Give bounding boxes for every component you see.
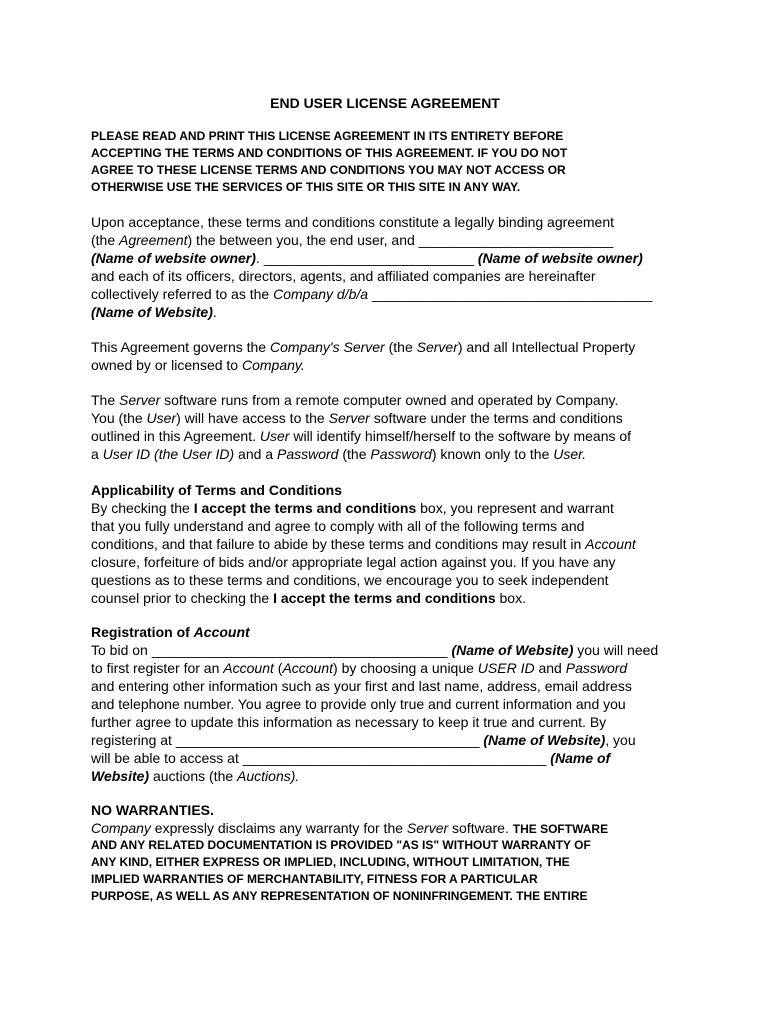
term-company: Company d/b/a	[273, 286, 369, 302]
placeholder-owner: (Name of website owner)	[473, 250, 643, 266]
term: User	[146, 410, 177, 426]
text-line	[91, 749, 691, 767]
term: Auctions).	[237, 768, 300, 784]
text-line	[91, 589, 691, 607]
term: User ID	[102, 446, 151, 462]
text-line	[91, 356, 691, 374]
text: you will need	[573, 642, 659, 658]
term: User.	[553, 446, 587, 462]
text-line	[91, 445, 691, 463]
term: Account	[282, 660, 334, 676]
text-line: questions as to these terms and conditions, we encourage you to seek independent	[91, 572, 609, 588]
text-line	[91, 303, 691, 321]
checkbox-label-ref: I accept the terms and conditions	[273, 590, 496, 606]
term: Server	[416, 339, 458, 355]
warranties-section	[91, 801, 691, 837]
text: (	[273, 660, 283, 676]
term: Account	[223, 660, 274, 676]
term: Account	[193, 624, 250, 640]
fill-in-blank: _______________________________________	[175, 732, 480, 748]
text: software under the terms and conditions	[369, 410, 623, 426]
text: This Agreement governs the	[91, 339, 270, 355]
text: ) will have access to the	[176, 410, 329, 426]
warranty-caps-paragraph	[91, 837, 691, 905]
text-line: closure, forfeiture of bids and/or appropriate legal action against you. If you have any	[91, 554, 616, 570]
caps-line: PURPOSE, AS WELL AS ANY REPRESENTATION OF NONINFRINGEMENT. THE ENTIRE	[91, 889, 588, 903]
text: outlined in this Agreement.	[91, 428, 260, 444]
fill-in-blank: _________________________	[418, 232, 614, 248]
fill-in-blank: ___________________________	[263, 250, 474, 266]
text: conditions, and that failure to abide by these terms and conditions may result in	[91, 536, 586, 552]
text: The	[91, 392, 120, 408]
placeholder-website: (Name of Website)	[447, 642, 574, 658]
text-line: that you fully understand and agree to comply with all of the following terms and	[91, 518, 585, 534]
text: a	[91, 446, 103, 462]
text-line: and entering other information such as your first and last name, address, email address	[91, 678, 632, 694]
text: to first register for an	[91, 660, 224, 676]
term-agreement: Agreement	[119, 232, 188, 248]
fill-in-blank: _______________________________________	[242, 750, 547, 766]
term: Password	[370, 446, 432, 462]
placeholder-website: (Name of	[546, 750, 611, 766]
warning-line: PLEASE READ AND PRINT THIS LICENSE AGREEMENT IN ITS ENTIRETY BEFORE	[91, 129, 564, 143]
text: ) the between you, the end user, and	[187, 232, 419, 248]
applicability-section	[91, 481, 691, 607]
text: and a	[234, 446, 277, 462]
registration-section	[91, 623, 691, 785]
term: Company	[91, 820, 151, 836]
text-line	[91, 535, 691, 553]
warning-paragraph	[91, 128, 691, 196]
warning-line: ACCEPTING THE TERMS AND CONDITIONS OF THIS AGREEMENT. IF YOU DO NOT	[91, 146, 568, 160]
text: Registration of	[91, 624, 194, 640]
text: (the	[150, 446, 183, 462]
text: will be able to access at	[91, 750, 243, 766]
caps-text: THE SOFTWARE	[512, 822, 609, 836]
text-line: further agree to update this information as necessary to keep it true and current. By	[91, 714, 607, 730]
term: User ID)	[182, 446, 235, 462]
warning-line: AGREE TO THESE LICENSE TERMS AND CONDITIONS YOU MAY NOT ACCESS OR	[91, 163, 566, 177]
text: software.	[448, 820, 513, 836]
term: Password	[565, 660, 628, 676]
placeholder-website: Website)	[91, 768, 150, 784]
text: Upon acceptance, these terms and conditions constitute a legally binding agreement	[91, 214, 614, 230]
caps-line: AND ANY RELATED DOCUMENTATION IS PROVIDED "AS IS" WITHOUT WARRANTY OF	[91, 838, 591, 852]
text: owned by or licensed to	[91, 357, 242, 373]
text: (the	[338, 446, 371, 462]
term: USER ID	[477, 660, 535, 676]
text-line	[91, 213, 691, 231]
warning-line: OTHERWISE USE THE SERVICES OF THIS SITE OR THIS SITE IN ANY WAY.	[91, 180, 521, 194]
text: To bid on	[91, 642, 152, 658]
text-line	[91, 249, 691, 267]
text: You (the	[91, 410, 147, 426]
text: box, you represent and warrant	[416, 500, 614, 516]
section-heading: NO WARRANTIES.	[91, 802, 214, 818]
text: .	[212, 304, 217, 320]
caps-line: IMPLIED WARRANTIES OF MERCHANTABILITY, FITNESS FOR A PARTICULAR	[91, 872, 538, 886]
term: Server	[119, 392, 161, 408]
term: Company.	[241, 357, 305, 373]
text-line	[91, 767, 691, 785]
fill-in-blank: ____________________________________	[368, 286, 653, 302]
term: Server	[328, 410, 370, 426]
text-line	[91, 819, 691, 837]
term: Password	[277, 446, 339, 462]
text: (the	[384, 339, 417, 355]
section-heading	[91, 623, 691, 641]
text: ) known only to the	[431, 446, 554, 462]
user-paragraph	[91, 391, 691, 463]
text-line	[91, 409, 691, 427]
text: software runs from a remote computer owned and operated by Company.	[160, 392, 619, 408]
caps-line: ANY KIND, EITHER EXPRESS OR IMPLIED, INCLUDING, WITHOUT LIMITATION, THE	[91, 855, 570, 869]
text: ) by choosing a unique	[333, 660, 478, 676]
text-line	[91, 659, 691, 677]
term: Company's Server	[270, 339, 385, 355]
text-line	[91, 427, 691, 445]
server-paragraph	[91, 338, 691, 374]
text: box.	[495, 590, 526, 606]
placeholder-website: (Name of Website)	[479, 732, 606, 748]
checkbox-label-ref: I accept the terms and conditions	[193, 500, 417, 516]
text: expressly disclaims any warranty for the	[150, 820, 407, 836]
text-line: and telephone number. You agree to provide only true and current information and you	[91, 696, 626, 712]
text: ) and all Intellectual Property	[457, 339, 636, 355]
text: and	[534, 660, 566, 676]
section-heading: Applicability of Terms and Conditions	[91, 482, 342, 498]
term: Account	[585, 536, 636, 552]
text-line	[91, 285, 691, 303]
text-line	[91, 267, 691, 285]
placeholder-owner: (Name of website owner)	[91, 250, 256, 266]
text: (the	[91, 232, 120, 248]
text: collectively referred to as the	[91, 286, 274, 302]
term: Server	[406, 820, 449, 836]
text: auctions (the	[149, 768, 238, 784]
text-line	[91, 731, 691, 749]
agreement-paragraph	[91, 213, 691, 321]
text: registering at	[91, 732, 176, 748]
text-line	[91, 391, 691, 409]
term: User	[259, 428, 290, 444]
text: .	[255, 250, 264, 266]
placeholder-website: (Name of Website)	[91, 304, 213, 320]
text: will identify himself/herself to the software by means of	[289, 428, 632, 444]
text-line	[91, 231, 691, 249]
text: counsel prior to checking the	[91, 590, 274, 606]
text: , you	[605, 732, 636, 748]
text-line	[91, 338, 691, 356]
text-line	[91, 641, 691, 659]
document-title: END USER LICENSE AGREEMENT	[270, 95, 500, 111]
text-line	[91, 499, 691, 517]
text: By checking the	[91, 500, 194, 516]
fill-in-blank: ______________________________________	[151, 642, 448, 658]
text: and each of its officers, directors, agents, and affiliated companies are hereinafter	[91, 268, 596, 284]
